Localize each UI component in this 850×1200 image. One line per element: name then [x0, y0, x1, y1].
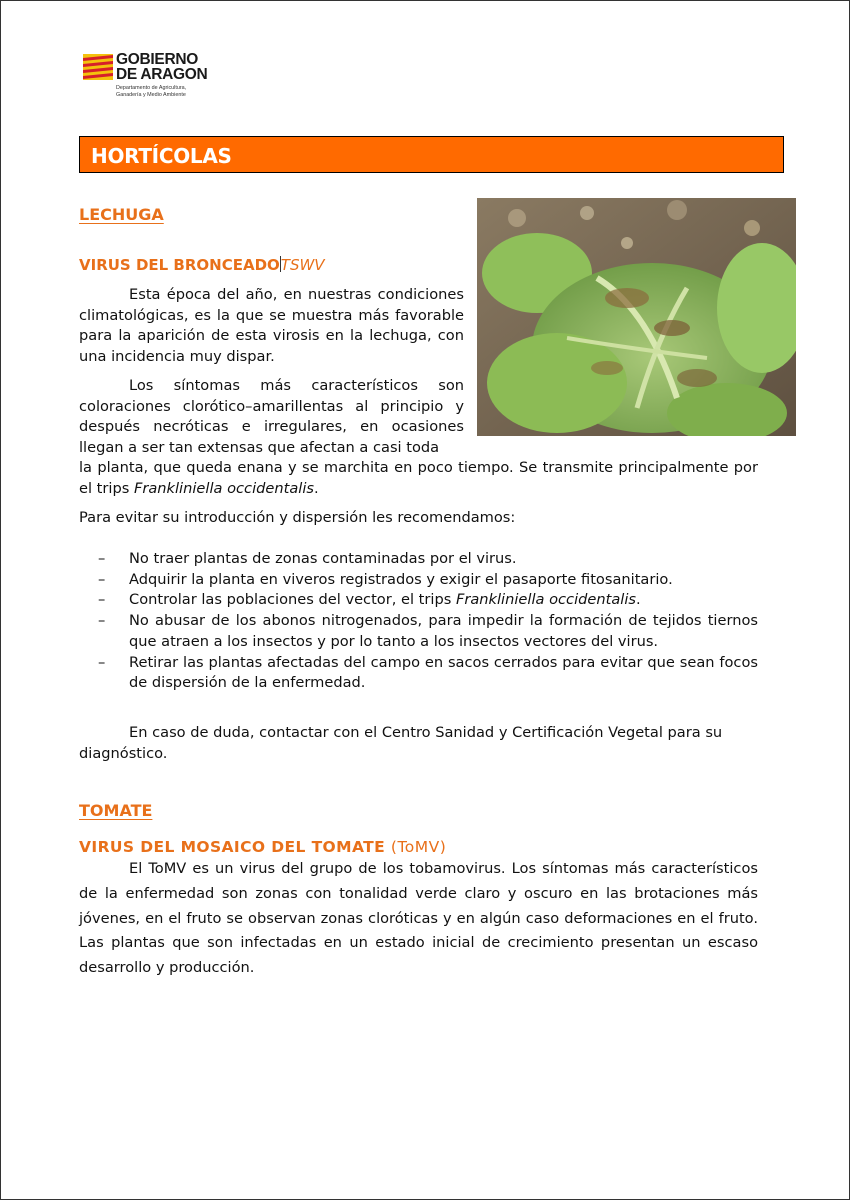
list-item-text: Controlar las poblaciones del vector, el trips	[129, 591, 452, 609]
list-item	[79, 653, 758, 694]
bullet-marker: –	[98, 591, 106, 609]
logo-sub2: Ganadería y Medio Ambiente	[116, 91, 186, 98]
heading-virus-bronceado	[79, 256, 325, 274]
page-title: HORTÍCOLAS	[91, 144, 232, 168]
list-item	[79, 549, 758, 570]
logo-line1: GOBIERNO	[116, 51, 198, 68]
recommendation-list	[79, 549, 758, 694]
list-item: – Controlar las poblaciones del vector, el trips Frankliniella occidentalis.	[79, 590, 758, 611]
aragon-flag-icon	[83, 54, 113, 80]
paragraph-symptoms-wide: la planta, que queda enana y se marchita en poco tiempo. Se transmite principalmente por el trips Frankliniella occidentalis.	[79, 459, 758, 497]
heading-abbr: (ToMV)	[390, 838, 447, 856]
section-label-tomate: TOMATE	[79, 801, 153, 820]
list-item-text: Retirar las plantas afectadas del campo en sacos cerrados para evitar que sean focos de dispersión de la enfermedad.	[129, 653, 758, 692]
paragraph-symptoms-narrow: Los síntomas más característicos son coloraciones clorótico–amarillentas al principio y después necróticas e irregulares, en ocasiones llegan a ser tan extensas que afectan a casi toda	[79, 377, 464, 456]
bullet-marker: –	[98, 570, 106, 588]
paragraph-contact: En caso de duda, contactar con el Centro Sanidad y Certificación Vegetal para su diagnóstico.	[79, 724, 723, 762]
lettuce-photo	[477, 198, 796, 436]
logo-title	[116, 52, 207, 82]
list-item	[79, 611, 758, 652]
list-item-text: Adquirir la planta en viveros registrados y exigir el pasaporte fitosanitario.	[129, 570, 673, 588]
paragraph-tomv: El ToMV es un virus del grupo de los tobamovirus. Los síntomas más característicos de la enfermedad son zonas con tonalidad verde claro y oscuro en las brotaciones más jóvenes, en el fruto se observan zonas cloróticas y en algún caso deformaciones en el fruto. Las plantas que son infectadas en un estado inicial de crecimiento presentan un escaso desarrollo y producción.	[79, 860, 758, 977]
list-item-text: No traer plantas de zonas contaminadas por el virus.	[129, 550, 517, 567]
bullet-marker: –	[98, 550, 106, 567]
heading-text: VIRUS DEL MOSAICO DEL TOMATE	[79, 838, 386, 856]
logo-sub1: Departamento de Agricultura,	[116, 85, 187, 91]
heading-text: VIRUS DEL BRONCEADO	[79, 256, 280, 274]
heading-virus-mosaico	[79, 838, 446, 856]
logo-subtitle	[116, 85, 186, 98]
species-name: Frankliniella occidentalis	[455, 591, 636, 609]
section-label-lechuga: LECHUGA	[79, 205, 164, 224]
paragraph-recommendations-intro: Para evitar su introducción y dispersión les recomendamos:	[79, 509, 516, 526]
heading-abbr: TSWV	[280, 256, 325, 274]
list-item	[79, 570, 758, 591]
header-banner	[79, 136, 784, 173]
bullet-marker: –	[98, 653, 106, 671]
bullet-marker: –	[98, 612, 106, 630]
list-item-text: No abusar de los abonos nitrogenados, para impedir la formación de tejidos tiernos que atraen a los insectos y por lo tanto a los insectos vectores del virus.	[129, 612, 758, 650]
paragraph-intro: Esta época del año, en nuestras condiciones climatológicas, es la que se muestra más favorable para la aparición de esta virosis en la lechuga, con una incidencia muy dispar.	[79, 286, 464, 365]
species-name: Frankliniella occidentalis	[133, 479, 314, 497]
gobierno-aragon-logo	[80, 48, 220, 106]
logo-line2: DE ARAGON	[116, 66, 208, 83]
symptoms-text: la planta, que queda enana y se marchita en poco tiempo. Se transmite principalmente por el trips	[79, 459, 758, 497]
